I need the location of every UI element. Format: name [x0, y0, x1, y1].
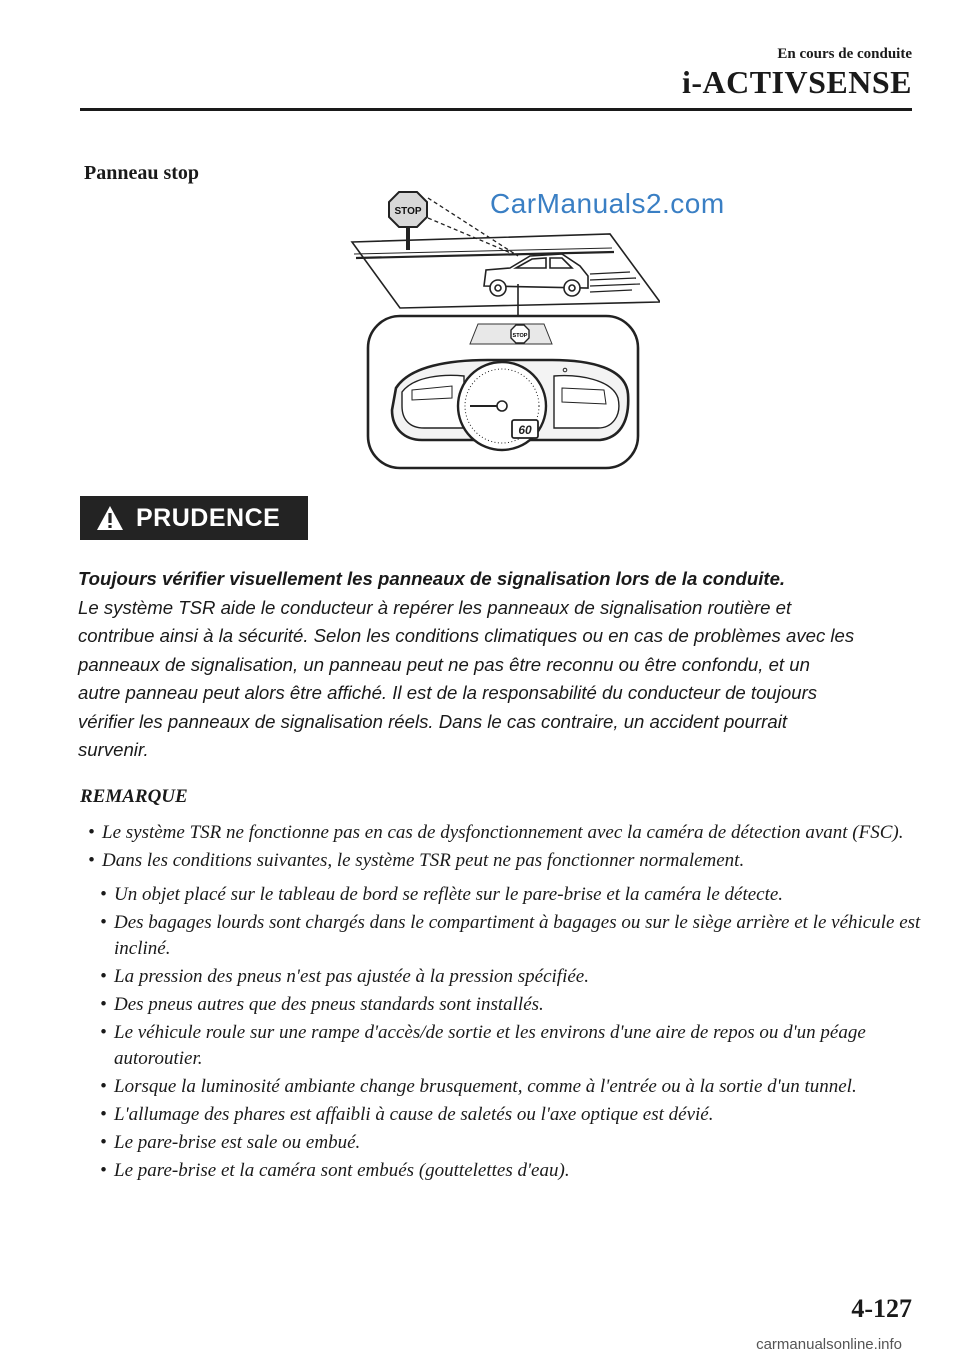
tsr-stop-sign-illustration [340, 184, 660, 474]
warning-triangle-icon [96, 505, 124, 531]
instrument-cluster [392, 360, 628, 450]
warning-line: autre panneau peut alors être affiché. Il est de la responsabilité du conducteur de toujours [78, 682, 818, 703]
warning-line: vérifier les panneaux de signalisation réels. Dans le cas contraire, un accident pourrait [78, 710, 788, 732]
note-subitem: • Le véhicule roule sur une rampe d'accès/de sortie et les environs d'une aire de repos ou d'un péage autoroutier. [100, 1022, 866, 1069]
note-subitem: • Des pneus autres que des pneus standards sont installés. [100, 994, 544, 1015]
svg-text:60: 60 [518, 423, 532, 437]
note-subitem: • Le pare-brise est sale ou embué. [100, 1132, 361, 1153]
footer-link[interactable]: carmanualsonline.info [756, 1336, 902, 1353]
page-number: 4-127 [851, 1294, 912, 1323]
svg-text:STOP: STOP [512, 333, 528, 339]
note-subitem: • La pression des pneus n'est pas ajustée à la pression spécifiée. [100, 966, 589, 987]
watermark: CarManuals2.com [490, 188, 725, 219]
warning-lead: Toujours vérifier visuellement les panneaux de signalisation lors de la conduite. [78, 568, 786, 589]
warning-text [78, 565, 918, 765]
note-list [86, 820, 926, 1186]
warning-line: survenir. [78, 739, 149, 760]
note-subitem: • Lorsque la luminosité ambiante change brusquement, comme à l'entrée ou à la sortie d'un tunnel. [100, 1076, 857, 1097]
warning-line: Le système TSR aide le conducteur à repérer les panneaux de signalisation routière et [78, 596, 792, 618]
header-rule [80, 108, 912, 111]
running-header-section: En cours de conduite [777, 46, 912, 62]
section-title: Panneau stop [84, 162, 200, 184]
note-subitem: • L'allumage des phares est affaibli à cause de saletés ou l'axe optique est dévié. [100, 1104, 714, 1125]
svg-text:STOP: STOP [394, 206, 422, 217]
note-item: • Dans les conditions suivantes, le système TSR peut ne pas fonctionner normalement. [88, 850, 745, 871]
caution-label: PRUDENCE [136, 503, 281, 532]
warning-line: panneaux de signalisation, un panneau peut ne pas être reconnu ou être confondu, et un [78, 653, 810, 675]
note-subitem: • Un objet placé sur le tableau de bord se reflète sur le pare-brise et la caméra le détecte. [100, 884, 784, 905]
note-subitem: • Des bagages lourds sont chargés dans le compartiment à bagages ou sur le siège arrière et le véhicule est incliné. [100, 912, 921, 959]
running-header-title: i-ACTIVSENSE [681, 64, 912, 100]
note-item: • Le système TSR ne fonctionne pas en cas de dysfonctionnement avec la caméra de détection avant (FSC). [88, 822, 904, 843]
caution-badge [80, 496, 308, 540]
note-title: REMARQUE [80, 786, 188, 807]
note-subitem: • Le pare-brise et la caméra sont embués (gouttelettes d'eau). [100, 1160, 570, 1181]
note-sublist [98, 882, 926, 1184]
warning-line: contribue ainsi à la sécurité. Selon les conditions climatiques ou en cas de problèmes avec les [78, 625, 855, 646]
